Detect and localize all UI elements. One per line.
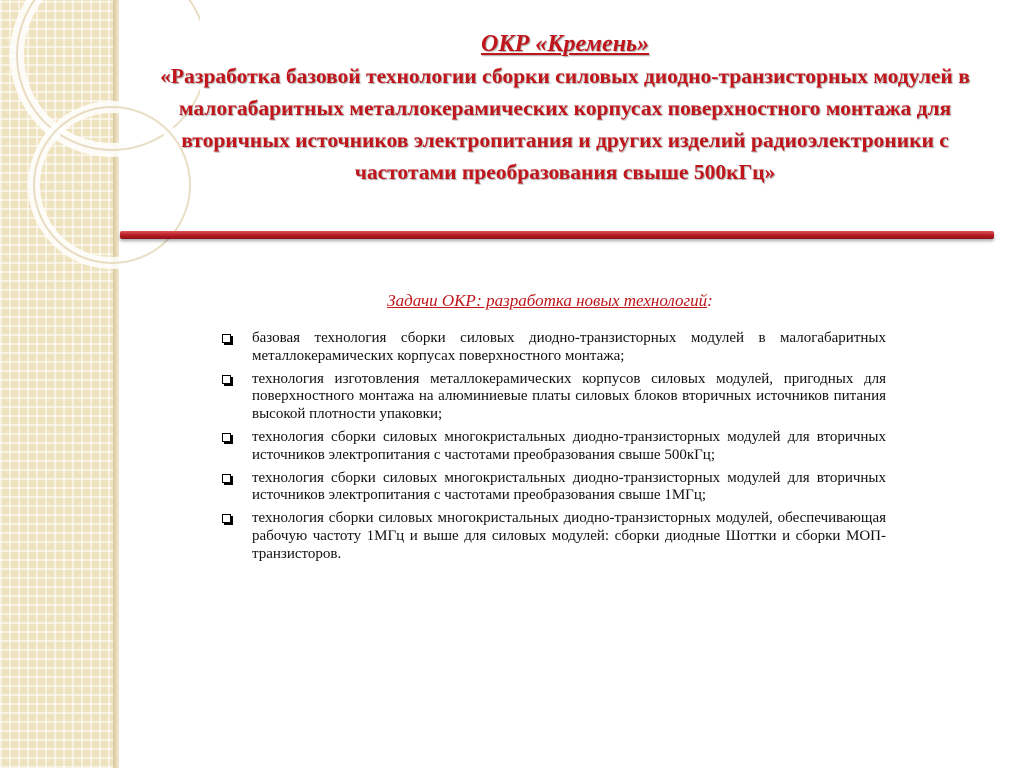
list-item-text: технология изготовления металлокерамических корпусов силовых модулей, пригодных для поверхностного монтажа на алюминиевые платы силовых блоков вторичных источников питания высокой плотности упаковки;: [252, 370, 886, 423]
tasks-heading: [150, 291, 950, 311]
square-bullet-icon: [222, 334, 231, 343]
square-bullet-icon: [222, 514, 231, 523]
tasks-heading-colon: :: [707, 291, 713, 310]
slide-title: ОКР «Кремень»: [481, 31, 649, 57]
list-item: [222, 470, 886, 506]
list-item: [222, 429, 886, 465]
list-item: [222, 330, 886, 366]
tasks-heading-text: Задачи ОКР: разработка новых технологий: [387, 291, 708, 310]
title-divider-bar: [120, 231, 994, 239]
slide-subtitle: «Разработка базовой технологии сборки силовых диодно-транзисторных модулей в малогабаритных металлокерамических корпусах поверхностного монтажа для вторичных источников электропитания и других изделий радиоэлектроники с частотами преобразования свыше 500кГц»: [160, 64, 970, 184]
list-item-text: базовая технология сборки силовых диодно-транзисторных модулей в малогабаритных металлокерамических корпусах поверхностного монтажа;: [252, 330, 886, 364]
list-item: [222, 510, 886, 563]
square-bullet-icon: [222, 474, 231, 483]
slide-title-block: [150, 28, 980, 188]
list-item: [222, 371, 886, 424]
square-bullet-icon: [222, 433, 231, 442]
task-list: [222, 330, 886, 569]
list-item-text: технология сборки силовых многокристальных диодно-транзисторных модулей, обеспечивающая рабочую частоту 1МГц и выше для силовых модулей: сборки диодные Шоттки и сборки МОП-транзисторов.: [252, 510, 886, 562]
list-item-text: технология сборки силовых многокристальных диодно-транзисторных модулей для вторичных источников электропитания с частотами преобразования свыше 1МГц;: [252, 469, 886, 504]
square-bullet-icon: [222, 375, 231, 384]
list-item-text: технология сборки силовых многокристальных диодно-транзисторных модулей для вторичных источников электропитания с частотами преобразования свыше 500кГц;: [252, 428, 886, 463]
